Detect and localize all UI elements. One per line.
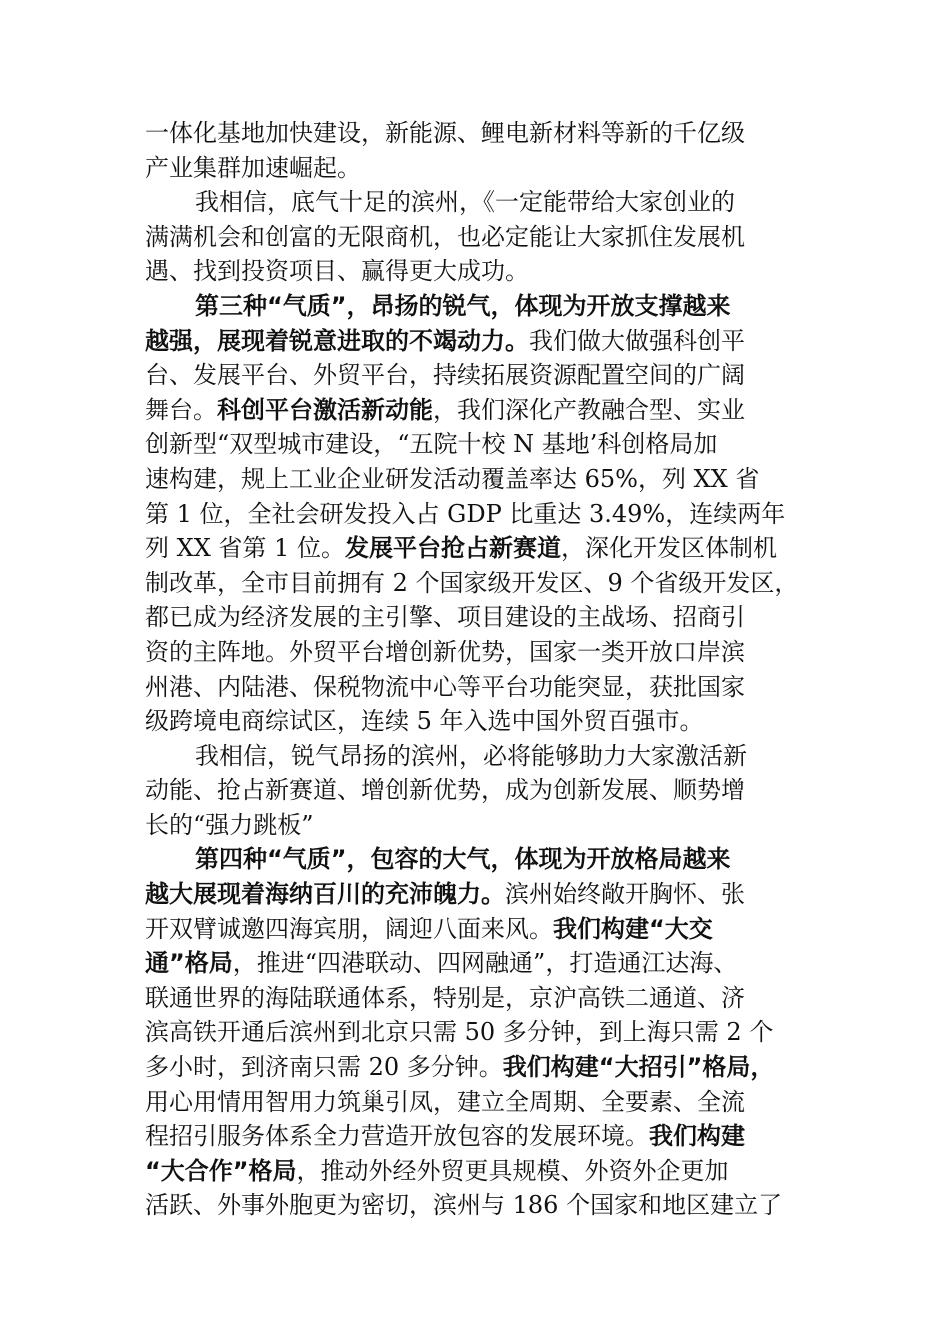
text-segment: 遇、找到投资项目、赢得更大成功。	[145, 257, 529, 286]
text-segment: 都已成为经济发展的主引擎、项目建设的主战场、招商引	[145, 603, 745, 632]
text-segment: ，推动外经外贸更具规模、外资外企更加	[296, 1156, 729, 1185]
text-segment: 制改革，全市目前拥有 2 个国家级开发区、9 个省级开发区，	[145, 568, 799, 597]
bold-text-segment: 越大展现着海纳百川的充沛魄力。	[145, 880, 505, 909]
text-segment: 我们做大做强科创平	[529, 326, 745, 355]
text-line	[145, 635, 807, 670]
text-line	[145, 600, 807, 635]
text-line	[145, 289, 807, 324]
text-segment: 满满机会和创富的无限商机，也必定能让大家抓住发展机	[145, 222, 745, 251]
text-line	[145, 220, 807, 255]
text-segment: 州港、内陆港、保税物流中心等平台功能突显，获批国家	[145, 672, 745, 701]
text-segment: 滨高铁开通后滨州到北京只需 50 多分钟，到上海只需 2 个	[145, 1018, 774, 1047]
text-segment: ，推进“四港联动、四网融通”，打造通江达海、	[232, 949, 738, 978]
text-line	[145, 808, 807, 843]
text-segment: 长的“强力跳板”	[145, 810, 314, 839]
text-segment: 台、发展平台、外贸平台，持续拓展资源配置空间的广阔	[145, 361, 745, 390]
text-segment: 舞台。	[145, 395, 217, 424]
text-segment: 第 1 位，全社会研发投入占 GDP 比重达 3.49%，连续两年	[145, 499, 786, 528]
text-segment: 多小时，到济南只需 20 多分钟。	[145, 1053, 503, 1082]
text-line	[145, 1119, 807, 1154]
text-line	[145, 393, 807, 428]
bold-text-segment: “大合作”格局	[145, 1156, 297, 1185]
text-segment: 速构建，规上工业企业研发活动覆盖率达 65%，列 XX 省	[145, 464, 760, 493]
text-segment: 列 XX 省第 1 位。	[145, 534, 345, 563]
text-line	[145, 842, 807, 877]
text-line	[145, 877, 807, 912]
text-segment: 级跨境电商综试区，连续 5 年入选中国外贸百强市。	[145, 707, 704, 736]
bold-text-segment: 通”格局	[145, 949, 233, 978]
bold-text-segment: 我们构建“大招引”格局，	[502, 1053, 775, 1082]
text-line	[145, 1085, 807, 1120]
text-segment: 用心用情用智用力筑巢引凤，建立全周期、全要素、全流	[145, 1087, 745, 1116]
text-segment: 创新型“双型城市建设，“五院十校 N 基地’科创格局加	[145, 430, 718, 459]
text-line	[145, 704, 807, 739]
text-line	[145, 981, 807, 1016]
text-segment: ，我们深化产教融合型、实业	[433, 395, 745, 424]
document-body	[145, 116, 807, 1223]
bold-text-segment: 第四种“气质”，包容的大气，体现为开放格局越来	[195, 845, 731, 874]
text-segment: 一体化基地加快建设，新能源、鲤电新材料等新的千亿级	[145, 119, 745, 147]
text-line	[145, 427, 807, 462]
text-line	[145, 324, 807, 359]
text-line	[145, 185, 807, 220]
bold-text-segment: 发展平台抢占新赛道	[344, 534, 561, 563]
text-segment: 开双臂诚邀四海宾朋，阔迎八面来风。	[145, 914, 553, 943]
text-segment: 动能、抢占新赛道、增创新优势，成为创新发展、顺势增	[145, 776, 745, 805]
text-segment: 我相信，底气十足的滨州，《一定能带给大家创业的	[195, 188, 735, 217]
text-segment: ，深化开发区体制机	[560, 534, 777, 563]
text-line	[145, 358, 807, 393]
bold-text-segment: 我们构建“大交	[553, 914, 713, 943]
text-line	[145, 773, 807, 808]
text-line	[145, 531, 807, 566]
text-segment: 资的主阵地。外贸平台增创新优势，国家一类开放口岸滨	[145, 637, 745, 666]
text-segment: 联通世界的海陆联通体系，特别是，京沪高铁二通道、济	[145, 983, 745, 1012]
text-line	[145, 1154, 807, 1189]
text-segment: 程招引服务体系全力营造开放包容的发展环境。	[145, 1122, 649, 1151]
text-line	[145, 946, 807, 981]
text-segment: 滨州始终敞开胸怀、张	[505, 880, 745, 909]
bold-text-segment: 我们构建	[649, 1122, 745, 1151]
text-line	[145, 739, 807, 774]
bold-text-segment: 科创平台激活新动能	[217, 395, 433, 424]
text-line	[145, 151, 807, 186]
text-line	[145, 1050, 807, 1085]
text-line	[145, 1015, 807, 1050]
text-line	[145, 462, 807, 497]
text-line	[145, 566, 807, 601]
text-line	[145, 497, 807, 532]
text-segment: 产业集群加速崛起。	[145, 153, 361, 182]
text-line	[145, 670, 807, 705]
text-segment: 活跃、外事外胞更为密切，滨州与 186 个国家和地区建立了	[145, 1191, 783, 1220]
bold-text-segment: 第三种“气质”，昂扬的锐气，体现为开放支撑越来	[195, 291, 731, 320]
text-line	[145, 116, 807, 151]
text-line	[145, 912, 807, 947]
text-line	[145, 254, 807, 289]
text-line	[145, 1188, 807, 1223]
bold-text-segment: 越强，展现着锐意进取的不竭动力。	[145, 326, 529, 355]
text-segment: 我相信，锐气昂扬的滨州，必将能够助力大家激活新	[195, 741, 747, 770]
